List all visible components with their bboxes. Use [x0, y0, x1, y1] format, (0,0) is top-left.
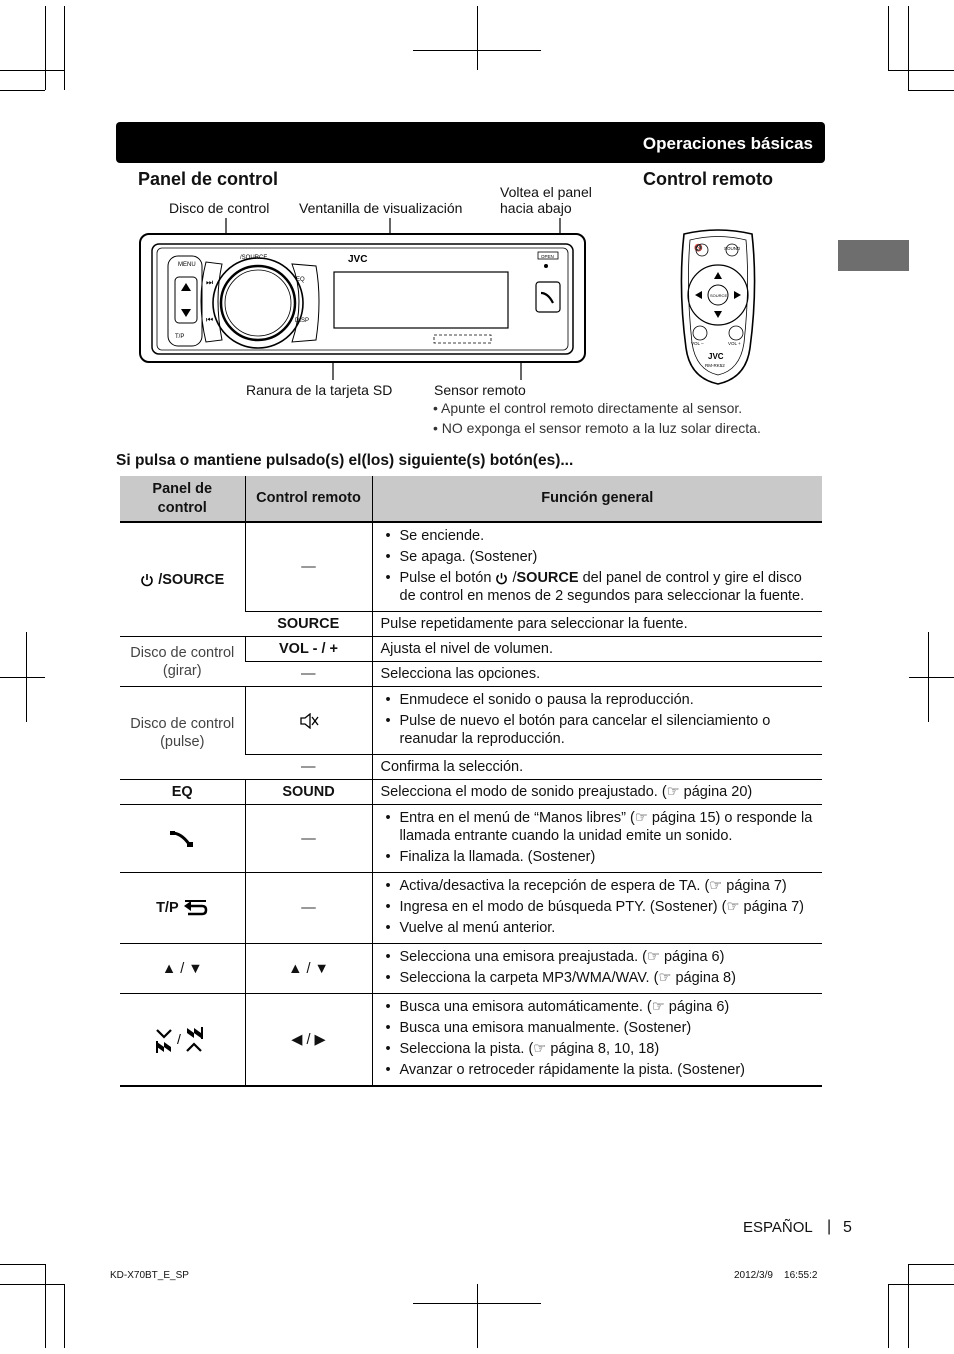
crop-mark [64, 1284, 65, 1348]
panel-cell [120, 994, 245, 1087]
function-cell [372, 994, 822, 1087]
footer-language: ESPAÑOL [743, 1219, 813, 1236]
panel-source-cell [120, 522, 245, 637]
panel-heading: Panel de control [138, 169, 279, 189]
phone-icon [169, 830, 195, 848]
crop-mark [908, 1264, 954, 1265]
remote-cell: SOUND [245, 780, 372, 805]
power-icon [140, 573, 154, 587]
function-table [120, 476, 822, 1087]
mute-icon [299, 713, 319, 729]
device-open-label: OPEN [541, 254, 554, 259]
section-header-title: Operaciones básicas [642, 134, 813, 153]
svg-text:⏭: ⏭ [206, 278, 214, 287]
tp-label: T/P [156, 899, 179, 916]
crop-mark [477, 1284, 478, 1348]
function-item: • Pulse el botón /SOURCE del panel de control y gire el disco de control en menos de 2 segundos para seleccionar la fuente. [381, 569, 817, 605]
remote-vol-plus-label: VOL + [728, 341, 741, 346]
crop-mark [0, 1284, 64, 1285]
function-item: • Entra en el menú de “Manos libres” (☞ página 15) o responde la llamada entrante cuando la unidad emite un sonido. [381, 809, 817, 845]
crop-mark [908, 1264, 909, 1348]
remote-cell [245, 687, 372, 755]
footer-document-code: KD-X70BT_E_SP [110, 1270, 189, 1281]
function-item: • Selecciona una emisora preajustada. (☞ página 6) [381, 948, 817, 966]
function-item: • Busca una emisora manualmente. (Sostener) [381, 1019, 817, 1037]
remote-cell: — [245, 805, 372, 873]
label-control-disc: Disco de control [169, 200, 270, 216]
function-cell [372, 805, 822, 873]
device-source-label: /SOURCE [240, 255, 268, 261]
function-cell [372, 687, 822, 755]
remote-cell: SOURCE [245, 612, 372, 637]
svg-text:/: / [177, 1030, 182, 1047]
skip-buttons-icon [153, 1026, 211, 1054]
remote-source-label: SOURCE [710, 293, 728, 298]
label-display-window: Ventanilla de visualización [299, 200, 463, 216]
svg-text:🔇: 🔇 [694, 245, 703, 252]
remote-cell: ▲ / ▼ [245, 944, 372, 994]
device-brand: JVC [348, 254, 368, 265]
function-cell [372, 944, 822, 994]
label-flip-panel: Voltea el panel hacia abajo [500, 184, 592, 216]
function-item: • Enmudece el sonido o pausa la reproducción. [381, 691, 817, 709]
sensor-note: • NO exponga el sensor remoto a la luz solar directa. [433, 420, 761, 436]
remote-cell: — [245, 755, 372, 780]
function-item: • Busca una emisora automáticamente. (☞ página 6) [381, 998, 817, 1016]
header-function: Función general [372, 476, 822, 522]
remote-cell: — [245, 522, 372, 612]
remote-vol-minus-label: VOL – [691, 341, 704, 346]
remote-brand: JVC [708, 352, 724, 361]
crop-mark [45, 1264, 46, 1348]
panel-cell: Disco de control (pulse) [120, 687, 245, 780]
crop-mark [413, 1303, 541, 1304]
footer-timestamp: 2012/3/9 16:55:2 [734, 1270, 818, 1281]
device-disp-label: DISP [295, 318, 310, 324]
remote-sound-label: SOUND [724, 246, 741, 251]
function-cell: Ajusta el nivel de volumen. [372, 637, 822, 662]
device-tp-label: T/P [175, 334, 185, 340]
crop-mark [0, 1264, 45, 1265]
function-item: • Selecciona la carpeta MP3/WMA/WAV. (☞ página 8) [381, 969, 817, 987]
function-item: • Selecciona la pista. (☞ página 8, 10, 18) [381, 1040, 817, 1058]
panel-cell [120, 805, 245, 873]
remote-cell: VOL - / + [245, 637, 372, 662]
function-item: • Finaliza la llamada. (Sostener) [381, 848, 817, 866]
function-cell [372, 522, 822, 612]
remote-heading: Control remoto [643, 169, 773, 189]
remote-control-illustration [674, 228, 762, 388]
header-remote: Control remoto [245, 476, 372, 522]
page-number: 5 [843, 1219, 852, 1236]
device-eq-label: EQ [296, 277, 305, 283]
svg-text:⏮: ⏮ [206, 315, 214, 324]
function-item: • Se enciende. [381, 527, 817, 545]
source-label: /SOURCE [158, 571, 225, 588]
section-title: Si pulsa o mantiene pulsado(s) el(los) siguiente(s) botón(es)... [116, 452, 574, 469]
function-item: • Se apaga. (Sostener) [381, 548, 817, 566]
crop-mark [0, 677, 45, 678]
crop-mark [888, 1284, 954, 1285]
remote-cell: — [245, 873, 372, 944]
sensor-note: • Apunte el control remoto directamente al sensor. [433, 400, 743, 416]
crop-mark [909, 677, 954, 678]
function-cell [372, 873, 822, 944]
function-item: • Pulse de nuevo el botón para cancelar el silenciamiento o reanudar la reproducción. [381, 712, 817, 748]
function-cell: Pulse repetidamente para seleccionar la fuente. [372, 612, 822, 637]
back-icon [182, 899, 208, 917]
panel-cell: Disco de control (girar) [120, 637, 245, 687]
function-cell: Selecciona el modo de sonido preajustado. (☞ página 20) [372, 780, 822, 805]
crop-mark [888, 1284, 889, 1348]
function-item: • Avanzar o retroceder rápidamente la pista. (Sostener) [381, 1061, 817, 1079]
panel-cell [120, 873, 245, 944]
function-item: • Activa/desactiva la recepción de espera de TA. (☞ página 7) [381, 877, 817, 895]
function-item: • Ingresa en el modo de búsqueda PTY. (Sostener) (☞ página 7) [381, 898, 817, 916]
function-item: • Vuelve al menú anterior. [381, 919, 817, 937]
function-cell: Confirma la selección. [372, 755, 822, 780]
label-sd-slot: Ranura de la tarjeta SD [246, 382, 393, 398]
panel-cell: EQ [120, 780, 245, 805]
function-cell: Selecciona las opciones. [372, 662, 822, 687]
remote-cell: — [245, 662, 372, 687]
panel-cell: ▲ / ▼ [120, 944, 245, 994]
power-icon [495, 572, 508, 585]
remote-cell: ◀ / ▶ [245, 994, 372, 1087]
footer-separator: | [827, 1218, 832, 1235]
control-panel-illustration [0, 0, 954, 440]
device-menu-label: MENU [178, 262, 196, 268]
label-remote-sensor: Sensor remoto [434, 382, 526, 398]
header-panel: Panel de control [120, 476, 245, 522]
remote-model: RM-RK52 [705, 363, 725, 368]
